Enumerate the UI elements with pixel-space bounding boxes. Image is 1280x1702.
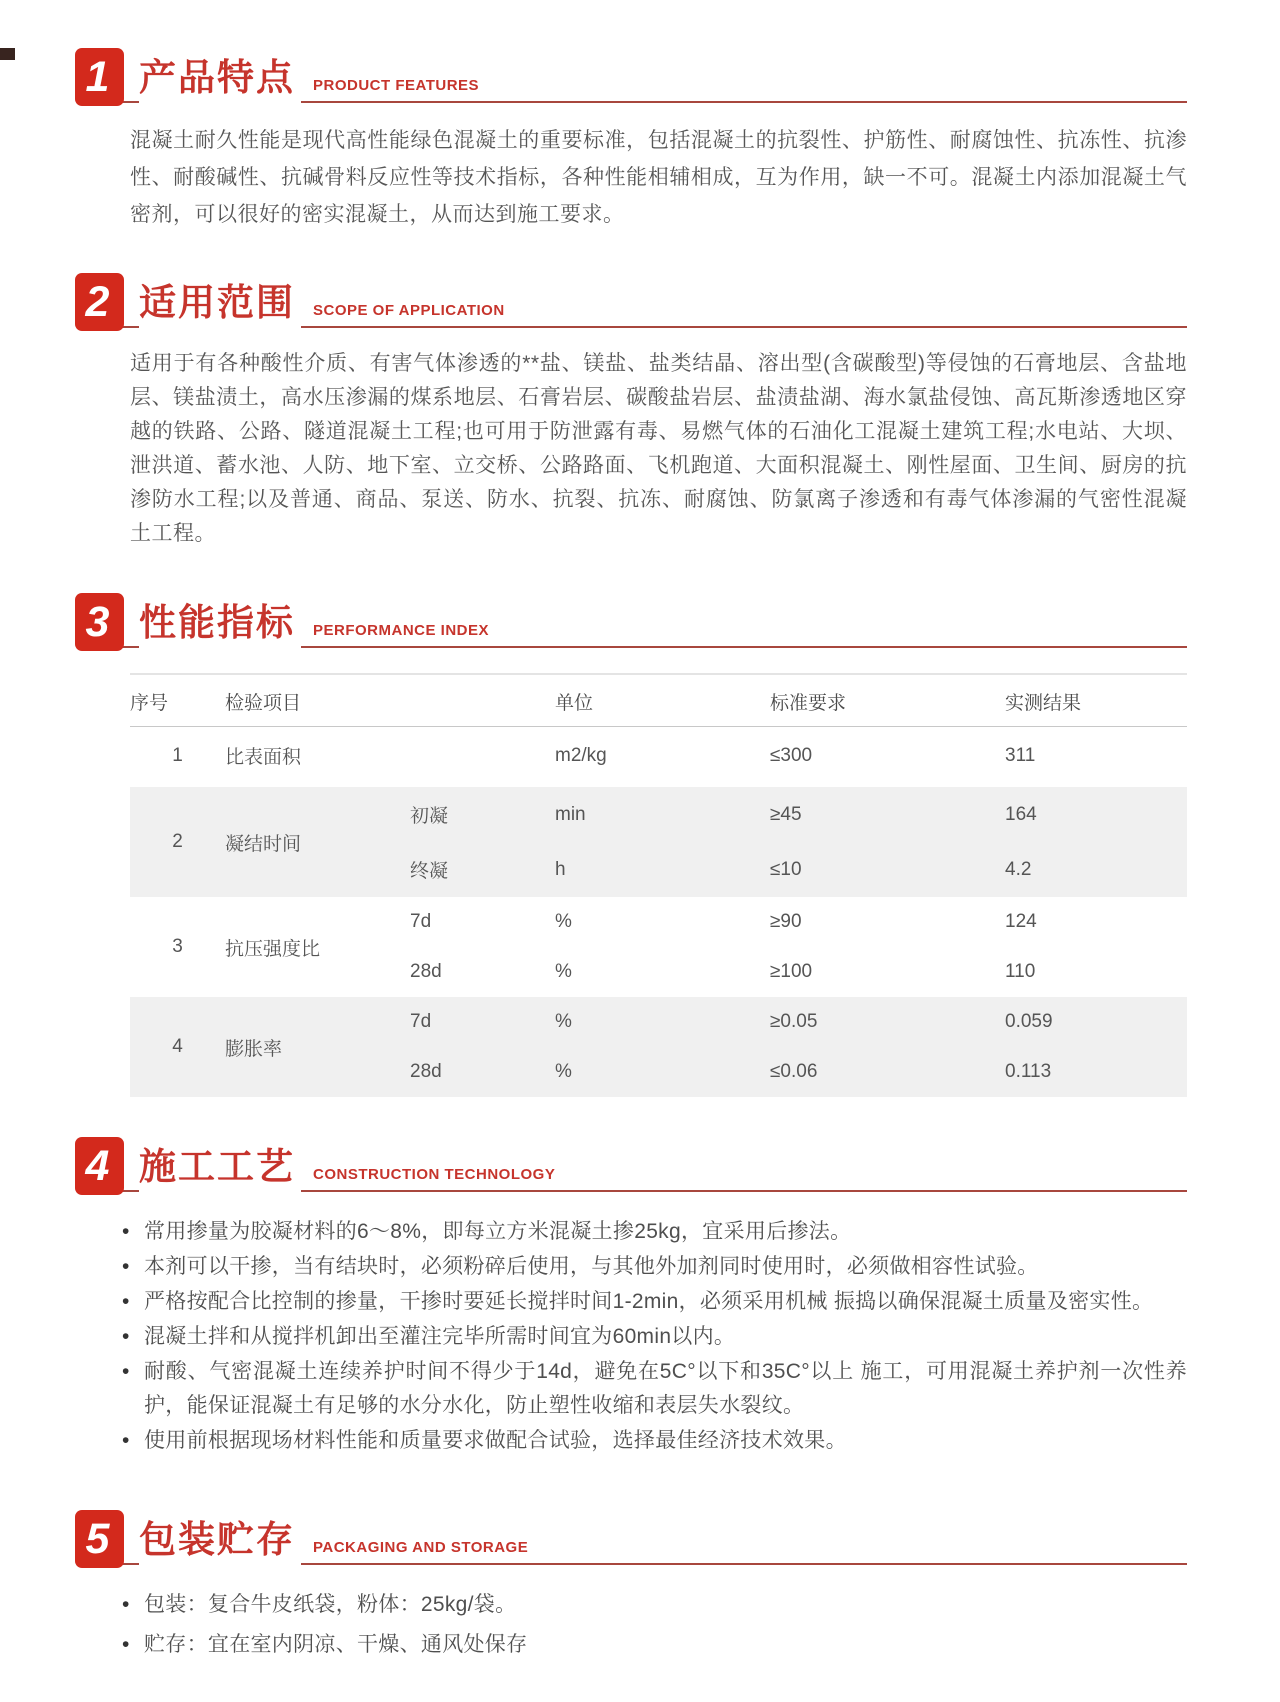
cell-sub: 初凝 bbox=[410, 806, 449, 827]
section-number: 5 bbox=[85, 1514, 110, 1563]
bullet-item: • 贮存：宜在室内阴凉、干燥、通风处保存 bbox=[122, 1628, 1187, 1662]
section-number: 3 bbox=[85, 597, 110, 646]
section-title-en: CONSTRUCTION TECHNOLOGY bbox=[313, 1166, 563, 1189]
cell-sub: 7d bbox=[410, 1011, 432, 1032]
section-scope-of-application bbox=[75, 273, 1187, 551]
table-header-row bbox=[130, 674, 1187, 727]
section-titles bbox=[139, 272, 513, 330]
bullet-item: • 常用掺量为胶凝材料的6～8%，即每立方米混凝土掺25kg，宜采用后掺法。 bbox=[122, 1215, 1187, 1249]
section-title-zh: 适用范围 bbox=[139, 272, 301, 330]
section-header bbox=[75, 1137, 1187, 1195]
section-titles bbox=[139, 592, 497, 650]
col-header-result: 实测结果 bbox=[1005, 674, 1187, 727]
cell-result: 4.2 bbox=[1005, 858, 1032, 880]
section-titles bbox=[139, 47, 487, 105]
cell-sub: 28d bbox=[410, 961, 442, 982]
page-corner-mark bbox=[0, 48, 15, 60]
col-header-unit: 单位 bbox=[555, 674, 770, 727]
cell-unit: min bbox=[555, 803, 586, 825]
cell-unit: % bbox=[555, 1061, 572, 1082]
cell-no: 4 bbox=[172, 1036, 183, 1057]
cell-sub: 终凝 bbox=[410, 861, 449, 882]
section-title-en: SCOPE OF APPLICATION bbox=[313, 302, 513, 325]
performance-index-table bbox=[130, 673, 1187, 1097]
cell-result: 311 bbox=[1005, 744, 1036, 766]
cell-no: 3 bbox=[172, 936, 183, 957]
table-row bbox=[130, 997, 1187, 1047]
section-title-en: PACKAGING AND STORAGE bbox=[313, 1539, 536, 1562]
table-row bbox=[130, 787, 1187, 842]
section-number: 1 bbox=[85, 52, 110, 101]
cell-no: 1 bbox=[172, 744, 183, 766]
section-number-badge bbox=[75, 48, 124, 106]
col-header-no: 序号 bbox=[130, 674, 225, 727]
cell-result: 110 bbox=[1005, 961, 1036, 982]
section-performance-index bbox=[75, 593, 1187, 1097]
cell-no: 2 bbox=[172, 831, 183, 852]
bullet-item: • 使用前根据现场材料性能和质量要求做配合试验，选择最佳经济技术效果。 bbox=[122, 1424, 1187, 1458]
section-title-zh: 施工工艺 bbox=[139, 1136, 301, 1194]
section-number-badge bbox=[75, 593, 124, 651]
section-header bbox=[75, 1510, 1187, 1568]
cell-standard: ≤300 bbox=[770, 744, 813, 766]
section-number: 2 bbox=[85, 277, 110, 326]
cell-result: 124 bbox=[1005, 911, 1037, 932]
packaging-bullet-list bbox=[122, 1588, 1187, 1662]
section-title-en: PERFORMANCE INDEX bbox=[313, 622, 497, 645]
section-title-zh: 产品特点 bbox=[139, 47, 301, 105]
cell-sub: 7d bbox=[410, 911, 432, 932]
col-header-sub bbox=[410, 674, 555, 727]
cell-unit: h bbox=[555, 858, 566, 880]
construction-bullet-list bbox=[122, 1215, 1187, 1458]
section-number-badge bbox=[75, 1137, 124, 1195]
section-paragraph: 适用于有各种酸性介质、有害气体渗透的**盐、镁盐、盐类结晶、溶出型(含碳酸型)等侵蚀的石膏地层、含盐地层、镁盐渍土，高水压渗漏的煤系地层、石膏岩层、碳酸盐岩层、盐渍盐湖、海水氯盐侵蚀、高瓦斯渗透地区穿越的铁路、公路、隧道混凝土工程;也可用于防泄露有毒、易燃气体的石油化工混凝土建筑工程;水电站、大坝、泄洪道、蓄水池、人防、地下室、立交桥、公路路面、飞机跑道、大面积混凝土、刚性屋面、卫生间、厨房的抗渗防水工程;以及普通、商品、泵送、防水、抗裂、抗冻、耐腐蚀、防氯离子渗透和有毒气体渗漏的气密性混凝土工程。 bbox=[130, 352, 1187, 545]
section-title-zh: 性能指标 bbox=[139, 592, 301, 650]
bullet-item: • 本剂可以干掺，当有结块时，必须粉碎后使用，与其他外加剂同时使用时，必须做相容性试验。 bbox=[122, 1250, 1187, 1284]
cell-item: 凝结时间 bbox=[225, 833, 302, 855]
section-header bbox=[75, 273, 1187, 331]
cell-sub: 28d bbox=[410, 1061, 442, 1082]
cell-unit: % bbox=[555, 911, 572, 932]
cell-item: 比表面积 bbox=[225, 747, 302, 768]
section-title-en: PRODUCT FEATURES bbox=[313, 77, 487, 100]
section-product-features bbox=[75, 48, 1187, 233]
cell-result: 0.059 bbox=[1005, 1011, 1053, 1032]
section-titles bbox=[139, 1136, 563, 1194]
cell-item: 抗压强度比 bbox=[225, 938, 321, 960]
cell-unit: % bbox=[555, 1011, 572, 1032]
cell-standard: ≥100 bbox=[770, 961, 813, 982]
cell-unit: % bbox=[555, 961, 572, 982]
bullet-item: • 严格按配合比控制的掺量，干掺时要延长搅拌时间1-2min，必须采用机械 振捣以确保混凝土质量及密实性。 bbox=[122, 1285, 1187, 1319]
cell-result: 0.113 bbox=[1005, 1061, 1052, 1082]
section-number: 4 bbox=[85, 1141, 110, 1190]
col-header-item: 检验项目 bbox=[225, 674, 410, 727]
col-header-standard: 标准要求 bbox=[770, 674, 1005, 727]
datasheet-page bbox=[0, 48, 1280, 1702]
table-row bbox=[130, 727, 1187, 788]
section-header bbox=[75, 48, 1187, 106]
section-header bbox=[75, 593, 1187, 651]
cell-standard: ≤0.06 bbox=[770, 1061, 818, 1082]
cell-standard: ≥90 bbox=[770, 911, 802, 932]
table-row bbox=[130, 897, 1187, 947]
section-number-badge bbox=[75, 273, 124, 331]
cell-standard: ≥45 bbox=[770, 803, 802, 825]
section-construction-technology bbox=[75, 1137, 1187, 1458]
bullet-item: • 耐酸、气密混凝土连续养护时间不得少于14d，避免在5C°以下和35C°以上 施工，可用混凝土养护剂一次性养护，能保证混凝土有足够的水分水化，防止塑性收缩和表层失水裂纹。 bbox=[122, 1355, 1187, 1423]
cell-item: 膨胀率 bbox=[225, 1038, 283, 1060]
section-number-badge bbox=[75, 1510, 124, 1568]
cell-sub bbox=[410, 727, 555, 788]
cell-standard: ≥0.05 bbox=[770, 1011, 818, 1032]
cell-unit: m2/kg bbox=[555, 744, 607, 766]
section-title-zh: 包装贮存 bbox=[139, 1509, 301, 1567]
section-titles bbox=[139, 1509, 536, 1567]
bullet-item: • 混凝土拌和从搅拌机卸出至灌注完毕所需时间宜为60min以内。 bbox=[122, 1320, 1187, 1354]
bullet-item: • 包装：复合牛皮纸袋，粉体：25kg/袋。 bbox=[122, 1588, 1187, 1622]
cell-standard: ≤10 bbox=[770, 858, 802, 880]
section-packaging-storage bbox=[75, 1510, 1187, 1662]
section-paragraph: 混凝土耐久性能是现代高性能绿色混凝土的重要标准，包括混凝土的抗裂性、护筋性、耐腐蚀性、抗冻性、抗渗性、耐酸碱性、抗碱骨料反应性等技术指标，各种性能相辅相成，互为作用，缺一不可。混凝土内添加混凝土气密剂，可以很好的密实混凝土，从而达到施工要求。 bbox=[130, 129, 1187, 226]
cell-result: 164 bbox=[1005, 803, 1037, 825]
